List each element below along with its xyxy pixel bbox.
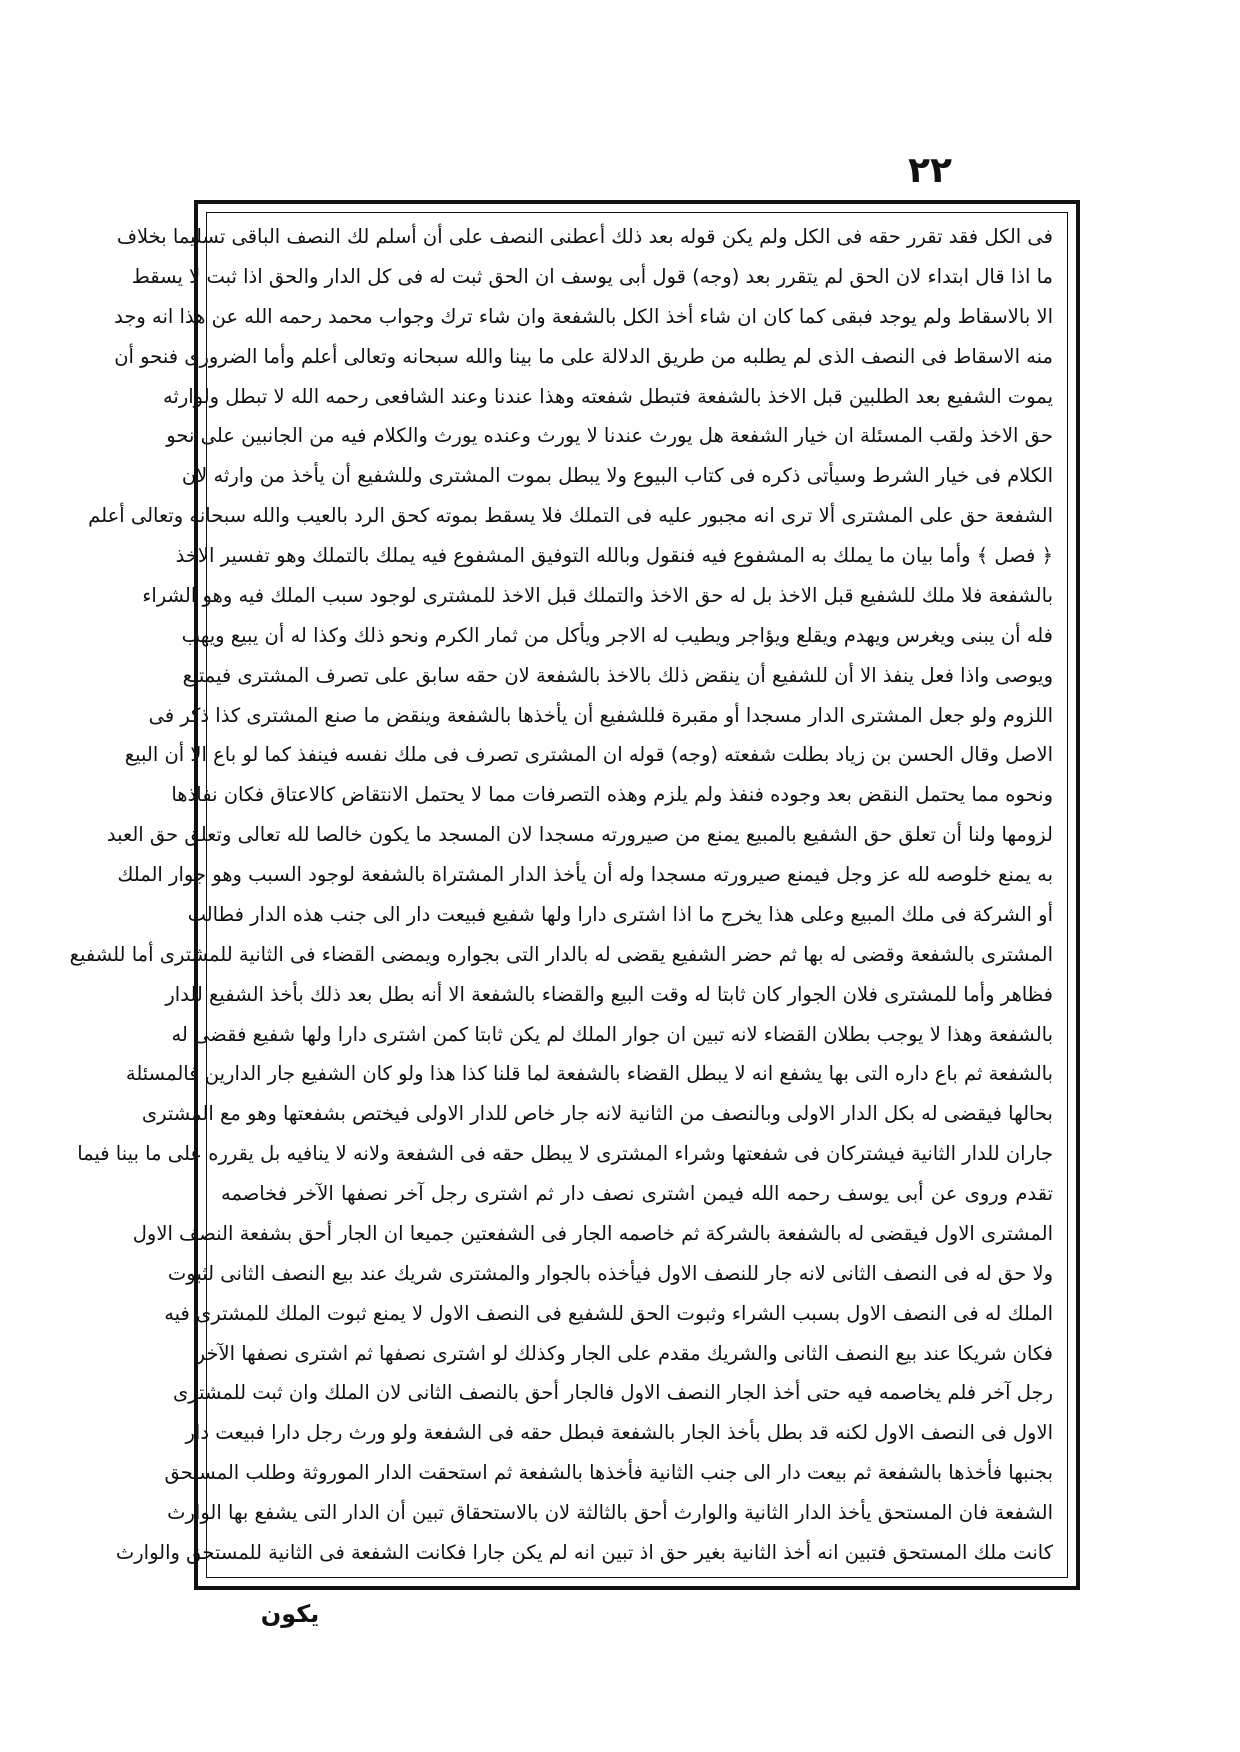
text-line: حق الاخذ ولقب المسئلة ان خيار الشفعة هل يورث عندنا لا يورث وعنده يورث والكلام فيه من الجانبين على نحو: [166, 424, 1053, 448]
text-line: به يمنع خلوصه لله عز وجل فيمنع صيرورته مسجدا وله أن يأخذ الدار المشتراة بالشفعة لوجود السبب وهو جوار الملك: [117, 863, 1053, 886]
text-line: بالشفعة فلا ملك للشفيع قبل الاخذ بل له حق الاخذ والتملك قبل الاخذ للمشترى لوجود سبب الملك فيه وهو الشراء: [142, 583, 1053, 607]
main-text-block: [69, 219, 1053, 1571]
page-border-inner: [69, 212, 1068, 1578]
text-line: يموت الشفيع بعد الطلبين قبل الاخذ بالشفعة فتبطل شفعته وهذا عندنا وعند الشافعى رحمه الله لا تبطل ولوارثه: [162, 384, 1053, 408]
page-border-outer: [69, 200, 1080, 1590]
text-line: ﴿ فصل ﴾ وأما بيان ما يملك به المشفوع فيه فنقول وبالله التوفيق المشفوع فيه يملك بالتملك وهو تفسير الاخذ: [175, 544, 1053, 567]
text-line: فكان شريكا عند بيع النصف الثانى والشريك مقدم على الجار وكذلك لو اشترى نصفها ثم اشترى نصفها الآخر: [195, 1341, 1053, 1365]
text-line: رجل آخر فلم يخاصمه فيه حتى أخذ الجار النصف الاول فالجار أحق بالنصف الثانى لان الملك وان ثبت للمشترى: [173, 1381, 1053, 1405]
text-line: الشفعة فان المستحق يأخذ الدار الثانية والوارث أحق بالثالثة لان بالاستحقاق تبين أن الدار التى يشفع بها الوارث: [167, 1501, 1053, 1524]
text-line: بالشفعة ثم باع داره التى بها يشفع انه لا يبطل القضاء بالشفعة لما قلنا كذا هذا ولو كان الشفيع جار الدارين فالمسئلة: [125, 1062, 1053, 1086]
text-line: ما اذا قال ابتداء لان الحق لم يتقرر بعد (وجه) قول أبى يوسف ان الحق ثبت له فى كل الدار والحق اذا ثبت لا يسقط: [131, 264, 1053, 288]
text-line: الشفعة حق على المشترى ألا ترى انه مجبور عليه فى التملك فلا يسقط بموته كحق الرد بالعيب والله سبحانه وتعالى أعلم: [88, 504, 1053, 528]
catchword: يكون: [260, 1600, 320, 1628]
text-line: تقدم وروى عن أبى يوسف رحمه الله فيمن اشترى نصف دار ثم اشترى رجل آخر نصفها الآخر فخاصمه: [221, 1182, 1053, 1205]
text-line: فى الكل فقد تقرر حقه فى الكل ولم يكن قوله بعد ذلك أعطنى النصف على أن أسلم لك النصف الباقى تسليما بخلاف: [116, 225, 1053, 248]
text-line: المشترى بالشفعة وقضى له بها ثم حضر الشفيع يقضى له بالدار التى بجواره ويمضى القضاء فى الثانية للمشترى أما للشفيع: [69, 942, 1053, 966]
text-line: الاصل وقال الحسن بن زياد بطلت شفعته (وجه) قوله ان المشترى تصرف فى ملك نفسه فينفذ كما لو باع الا أن البيع: [124, 743, 1053, 767]
text-line: الكلام فى خيار الشرط وسيأتى ذكره فى كتاب البيوع ولا يبطل بموت المشترى وللشفيع أن يأخذ من وارثه لان: [181, 464, 1053, 488]
text-line: الا بالاسقاط ولم يوجد فبقى كما كان ان شاء أخذ الكل بالشفعة وان شاء ترك وجواب محمد رحمه الله عن هذا انه وجد: [114, 304, 1053, 328]
text-line: فله أن يبنى ويغرس ويهدم ويقلع ويؤاجر ويطيب له الاجر ويأكل من ثمار الكرم ونحو ذلك وكذا له أن يبيع ويهب: [181, 623, 1053, 647]
text-line: بجنبها فأخذها بالشفعة ثم بيعت دار الى جنب الثانية فأخذها بالشفعة ثم استحقت الدار الموروثة وطلب المستحق: [164, 1461, 1053, 1485]
text-line: فظاهر وأما للمشترى فلان الجوار كان ثابتا له وقت البيع والقضاء بالشفعة الا أنه بطل بعد ذلك بأخذ الشفيع للدار: [165, 982, 1053, 1006]
text-line: كانت ملك المستحق فتبين انه أخذ الثانية بغير حق اذ تبين انه لم يكن جارا فكانت الشفعة فى الثانية للمستحق والوارث: [115, 1540, 1053, 1564]
text-line: الملك له فى النصف الاول بسبب الشراء وثبوت الحق للشفيع فى النصف الاول لا يمنع ثبوت الملك للمشترى فيه: [164, 1301, 1053, 1325]
text-line: لزومها ولنا أن تعلق حق الشفيع بالمبيع يمنع من صيرورته مسجدا لان المسجد ما يكون خالصا لله تعالى وتعلق حق العبد: [106, 823, 1053, 847]
text-line: المشترى الاول فيقضى له بالشفعة بالشركة ثم خاصمه الجار فى الشفعتين جميعا ان الجار أحق بشفعة النصف الاول: [132, 1221, 1053, 1245]
text-line: أو الشركة فى ملك المبيع وعلى هذا يخرج ما اذا اشترى دارا ولها شفيع فبيعت دار الى جنب هذه الدار فطالب: [187, 902, 1053, 926]
text-line: ويوصى واذا فعل ينفذ الا أن للشفيع أن ينقض ذلك بالاخذ بالشفعة لان حقه سابق على تصرف المشترى فيمتنع: [182, 663, 1053, 687]
text-line: جاران للدار الثانية فيشتركان فى شفعتها وشراء المشترى لا يبطل حقه فى الشفعة ولانه لا ينافيه بل يقرره على ما بينا فيما: [77, 1142, 1053, 1166]
text-line: اللزوم ولو جعل المشترى الدار مسجدا أو مقبرة فللشفيع أن يأخذها بالشفعة وينقض ما صنع المشترى كذا ذكر فى: [148, 703, 1053, 727]
text-line: بحالها فيقضى له بكل الدار الاولى وبالنصف من الثانية لانه جار خاص للدار الاولى فيختص بشفعتها وهو مع المشترى: [141, 1102, 1053, 1126]
text-line: ولا حق له فى النصف الثانى لانه جار للنصف الاول فيأخذه بالجوار والمشترى شريك عند بيع النصف الثانى لثبوت: [167, 1261, 1053, 1285]
text-line: بالشفعة وهذا لا يوجب بطلان القضاء لانه تبين ان جوار الملك لم يكن ثابتا كمن اشترى دارا ولها شفيع فقضى له: [171, 1022, 1053, 1046]
text-line: منه الاسقاط فى النصف الذى لم يطلبه من طريق الدلالة على ما بينا والله سبحانه وتعالى أعلم وأما الضرورى فنحو أن: [114, 344, 1053, 368]
text-line: ونحوه مما يحتمل النقض بعد وجوده فنفذ ولم يلزم وهذه التصرفات مما لا يحتمل الانتقاض كالاعتاق فكان نفاذها: [171, 783, 1053, 807]
text-line: الاول فى النصف الاول لكنه قد بطل بأخذ الجار بالشفعة فبطل حقه فى الشفعة ولو ورث رجل دارا فبيعت دار: [185, 1421, 1053, 1445]
page-number: ٢٢: [908, 150, 952, 191]
